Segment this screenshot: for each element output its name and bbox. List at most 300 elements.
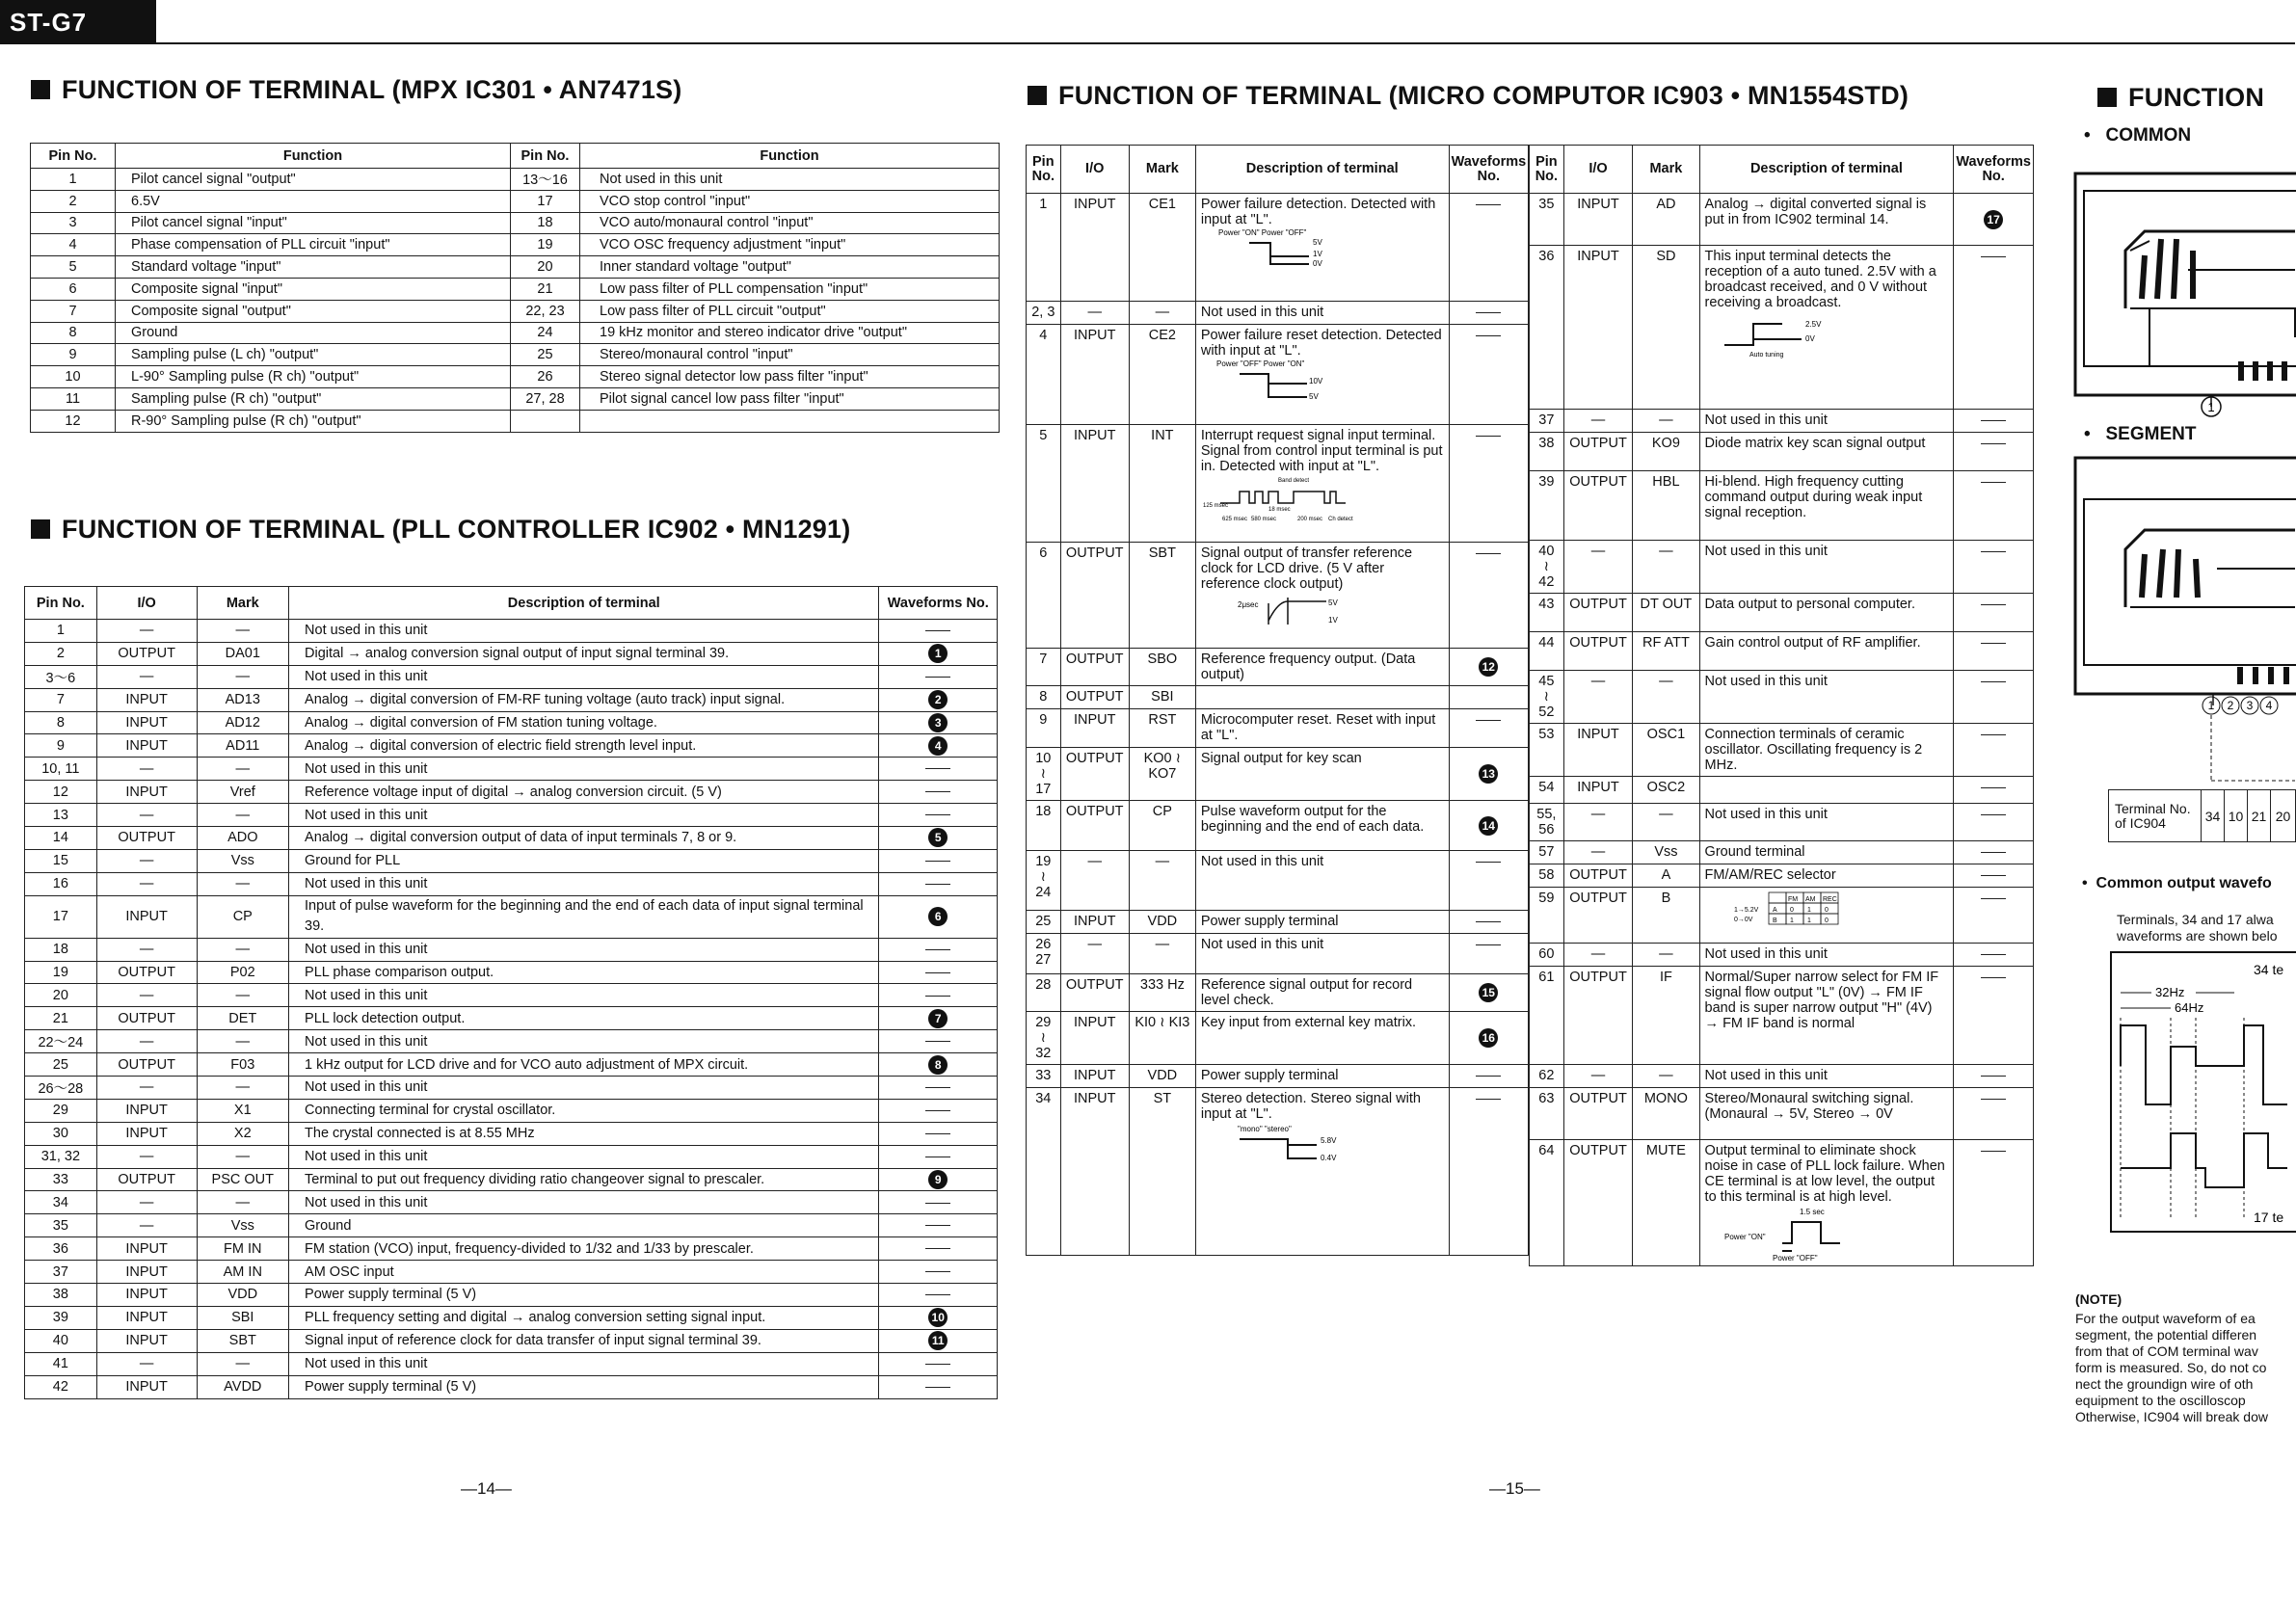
pll-cell: —: [96, 938, 197, 961]
micro-row: [1530, 1140, 2034, 1266]
micro-header-4: Waveforms No.: [1449, 146, 1528, 194]
micro-cell-text: CE2: [1148, 328, 1176, 343]
micro-row: [1530, 433, 2034, 471]
function-partial-title: FUNCTION: [2097, 83, 2264, 113]
micro-cell: [1060, 325, 1129, 425]
pll-cell: SBT: [197, 1329, 289, 1352]
micro-cell-text: IF: [1659, 970, 1672, 985]
micro-section-title: FUNCTION OF TERMINAL (MICRO COMPUTOR IC903 • MN1554STD): [1028, 81, 1909, 111]
waveform-dash: [1981, 482, 2006, 483]
micro-cell-text: OUTPUT: [1569, 474, 1627, 490]
micro-cell: [1633, 541, 1699, 594]
micro-cell-text: INPUT: [1073, 328, 1116, 343]
micro-row: [1530, 671, 2034, 724]
micro-cell-text: 39: [1538, 474, 1555, 490]
micro-row: [1027, 911, 1529, 934]
micro-cell: [1129, 934, 1195, 974]
pll-row: [25, 1375, 998, 1398]
pll-cell: Not used in this unit: [289, 1145, 879, 1168]
micro-cell-text: 38: [1538, 436, 1555, 451]
micro-row: [1027, 709, 1529, 748]
svg-text:1V: 1V: [1312, 250, 1322, 258]
micro-cell: [1633, 594, 1699, 632]
micro-header-2: Mark: [1129, 146, 1195, 194]
pll-waveform-cell: [879, 1145, 998, 1168]
micro-cell-text: 61: [1538, 970, 1555, 985]
micro-cell: [1530, 541, 1564, 594]
pll-waveform-cell: [879, 1099, 998, 1122]
micro-row: [1530, 194, 2034, 246]
pll-row: [25, 895, 998, 938]
micro-cell-text: —: [1155, 937, 1170, 952]
micro-cell: [1060, 974, 1129, 1012]
hz64-label: 64Hz: [2175, 1000, 2204, 1015]
pll-row: [25, 1329, 998, 1352]
micro-cell-text: OUTPUT: [1569, 635, 1627, 651]
pll-row: [25, 827, 998, 850]
wave-t17-label: 17 te: [2254, 1210, 2284, 1225]
micro-cell: [1633, 433, 1699, 471]
mpx-cell: Stereo signal detector low pass filter "input": [580, 366, 1000, 388]
waveform-dash: [1476, 553, 1501, 554]
micro-cell: [1530, 777, 1564, 804]
micro-cell-text: —: [1590, 844, 1606, 860]
micro-row: [1027, 934, 1529, 974]
svg-text:0V: 0V: [1312, 259, 1322, 268]
micro-cell-text: Hi-blend. High frequency cutting command output during weak input signal reception.: [1704, 474, 1923, 520]
waveform-dash: [1476, 436, 1501, 437]
waveform-dash: [1476, 204, 1501, 205]
micro-cell-text: Stereo/Monaural switching signal. (Monaural → 5V, Stereo → 0V: [1704, 1091, 1914, 1122]
micro-row: [1530, 841, 2034, 864]
pll-waveform-cell: [879, 642, 998, 665]
pll-section-title: FUNCTION OF TERMINAL (PLL CONTROLLER IC902 • MN1291): [31, 515, 850, 545]
micro-cell: [1195, 911, 1449, 934]
pll-row: [25, 961, 998, 984]
mpx-cell: VCO OSC frequency adjustment "input": [580, 234, 1000, 256]
mpx-cell: Ground: [116, 322, 511, 344]
pll-cell: Analog → digital conversion of FM-RF tuning voltage (auto track) input signal.: [289, 688, 879, 711]
pll-waveform-cell: [879, 1237, 998, 1261]
pll-cell: AD12: [197, 711, 289, 734]
waveform-dash: [1981, 734, 2006, 735]
micro-cell: [1699, 594, 1954, 632]
pll-cell: Ground: [289, 1214, 879, 1237]
pll-cell: Not used in this unit: [289, 872, 879, 895]
pll-cell: 25: [25, 1053, 97, 1077]
micro-cell-text: —: [1155, 305, 1170, 320]
micro-waveform-cell: [1954, 541, 2034, 594]
svg-text:Power "OFF" Power "ON": Power "OFF" Power "ON": [1215, 359, 1305, 368]
mpx-table: [30, 143, 1000, 433]
micro-waveform-cell: [1954, 777, 2034, 804]
pll-cell: 42: [25, 1375, 97, 1398]
pll-cell: Ground for PLL: [289, 849, 879, 872]
micro-waveform-cell: [1449, 974, 1528, 1012]
micro-waveform-cell: [1954, 724, 2034, 777]
micro-cell: [1027, 801, 1061, 851]
waveform-dash: [1981, 604, 2006, 605]
micro-waveform-cell: [1954, 944, 2034, 967]
micro-row: [1027, 801, 1529, 851]
mpx-header-3: Function: [580, 144, 1000, 169]
micro-cell-text: OUTPUT: [1065, 689, 1124, 705]
micro-row: [1027, 302, 1529, 325]
micro-cell-text: Vss: [1654, 844, 1678, 860]
mpx-cell: 3: [31, 212, 116, 234]
svg-text:1: 1: [1789, 917, 1794, 924]
micro-cell: [1633, 246, 1699, 410]
pll-header-4: Waveforms No.: [879, 587, 998, 620]
waveform-dash: [1981, 420, 2006, 421]
micro-cell: [1129, 801, 1195, 851]
micro-waveform-cell: [1449, 851, 1528, 911]
mpx-cell: Pilot cancel signal "output": [116, 169, 511, 191]
svg-text:200 msec: 200 msec: [1296, 517, 1322, 522]
mpx-cell: 25: [511, 344, 580, 366]
pll-row: [25, 1077, 998, 1100]
micro-cell-text: INPUT: [1577, 197, 1619, 212]
micro-cell: [1027, 709, 1061, 748]
micro-cell-text: Analog → digital converted signal is put in from IC902 terminal 14.: [1704, 197, 1927, 227]
micro-cell-text: 8: [1039, 689, 1048, 705]
micro-cell: [1699, 804, 1954, 841]
wave-t34-label: 34 te: [2254, 962, 2284, 977]
mpx-cell: Sampling pulse (R ch) "output": [116, 387, 511, 410]
pll-cell: —: [197, 1145, 289, 1168]
micro-cell: [1060, 194, 1129, 302]
micro-cell: [1195, 194, 1449, 302]
pll-cell: AVDD: [197, 1375, 289, 1398]
micro-cell-text: Data output to personal computer.: [1704, 597, 1915, 612]
pll-waveform-cell: [879, 688, 998, 711]
micro-cell: [1195, 686, 1449, 709]
pll-cell: —: [96, 1030, 197, 1053]
svg-text:AM: AM: [1804, 896, 1816, 903]
mpx-cell: Composite signal "output": [116, 300, 511, 322]
waveform-dash: [1981, 1076, 2006, 1077]
micro-cell: [1195, 1012, 1449, 1065]
waveform-badge: 16: [1479, 1028, 1498, 1048]
svg-text:580 msec: 580 msec: [1250, 517, 1276, 522]
micro-row: [1027, 325, 1529, 425]
micro-cell: [1195, 543, 1449, 649]
micro-cell: [1195, 325, 1449, 425]
micro-header-1: I/O: [1060, 146, 1129, 194]
note-line: nect the groundign wire of oth: [2075, 1376, 2254, 1392]
micro-cell: [1027, 302, 1061, 325]
micro-cell: [1027, 974, 1061, 1012]
pll-waveform-cell: [879, 665, 998, 688]
micro-cell-text: —: [1087, 937, 1102, 952]
micro-cell-text: INPUT: [1577, 249, 1619, 264]
pll-waveform-cell: [879, 827, 998, 850]
micro-cell: [1129, 425, 1195, 543]
waveform-dash: [1981, 443, 2006, 444]
mpx-row: [31, 300, 1000, 322]
micro-cell-text: 19 ≀ 24: [1035, 854, 1052, 900]
waveform-badge: 6: [928, 907, 948, 926]
micro-row: [1027, 1088, 1529, 1256]
micro-cell-text: A: [1661, 867, 1671, 883]
mpx-cell: Phase compensation of PLL circuit "input": [116, 234, 511, 256]
micro-cell-text: 34: [1035, 1091, 1052, 1106]
waveform-badge: 17: [1984, 210, 2003, 229]
svg-text:0: 0: [1789, 907, 1794, 914]
waveform-badge: 11: [928, 1331, 948, 1350]
svg-text:1: 1: [1806, 917, 1811, 924]
waveform-dash: [1981, 256, 2006, 257]
waveform-dash: [1981, 814, 2006, 815]
micro-cell: [1129, 709, 1195, 748]
micro-cell: [1699, 777, 1954, 804]
waveform-sketch-sd: [1705, 310, 1850, 360]
micro-cell: [1563, 777, 1633, 804]
micro-cell: [1060, 934, 1129, 974]
pll-cell: INPUT: [96, 1329, 197, 1352]
micro-cell-text: Signal output of transfer reference clock for LCD drive. (5 V after reference clock output): [1200, 545, 1413, 592]
pll-cell: Analog → digital conversion output of data of input terminals 7, 8 or 9.: [289, 827, 879, 850]
micro-waveform-cell: [1954, 804, 2034, 841]
micro-cell: [1699, 841, 1954, 864]
micro-cell: [1530, 410, 1564, 433]
pll-cell: Connecting terminal for crystal oscillator.: [289, 1099, 879, 1122]
micro-cell-text: 62: [1538, 1068, 1555, 1083]
pll-cell: Terminal to put out frequency dividing ratio changeover signal to prescaler.: [289, 1168, 879, 1191]
micro-cell: [1129, 974, 1195, 1012]
micro-cell: [1027, 934, 1061, 974]
svg-text:B: B: [1772, 917, 1777, 924]
micro-cell-text: Normal/Super narrow select for FM IF signal flow output "L" (0V) → FM IF band is super narrow output "H" (4V) → FM IF band is normal: [1704, 970, 1939, 1031]
pll-row: [25, 711, 998, 734]
pll-cell: 30: [25, 1122, 97, 1145]
micro-header-0: Pin No.: [1027, 146, 1061, 194]
micro-cell: [1027, 649, 1061, 686]
micro-cell: [1633, 724, 1699, 777]
mpx-cell: Inner standard voltage "output": [580, 256, 1000, 279]
micro-cell: [1699, 433, 1954, 471]
micro-row: [1027, 686, 1529, 709]
waveform-dash: [1981, 898, 2006, 899]
micro-cell-text: 5: [1039, 428, 1048, 443]
waveform-sketch-sel: [1705, 891, 1850, 929]
micro-cell: [1563, 804, 1633, 841]
pll-cell: Analog → digital conversion of electric field strength level input.: [289, 734, 879, 758]
waveform-sketch-mute: [1705, 1205, 1850, 1263]
micro-cell-text: 10 ≀ 17: [1035, 751, 1052, 797]
micro-waveform-cell: [1954, 841, 2034, 864]
mpx-cell: 26: [511, 366, 580, 388]
pll-cell: F03: [197, 1053, 289, 1077]
svg-text:0.4V: 0.4V: [1320, 1154, 1337, 1162]
waveform-dash: [925, 1110, 950, 1111]
mpx-cell: VCO stop control "input": [580, 190, 1000, 212]
svg-text:Power "OFF": Power "OFF": [1772, 1254, 1818, 1263]
mpx-cell: Low pass filter of PLL circuit "output": [580, 300, 1000, 322]
micro-cell-text: RST: [1148, 712, 1177, 728]
micro-row: [1530, 1065, 2034, 1088]
mpx-cell: Stereo/monaural control "input": [580, 344, 1000, 366]
micro-cell-text: 7: [1039, 651, 1048, 667]
micro-cell-text: AD: [1656, 197, 1676, 212]
micro-cell-text: Not used in this unit: [1704, 412, 1828, 428]
waveform-dash: [1981, 977, 2006, 978]
pll-cell: —: [197, 1191, 289, 1214]
micro-cell: [1027, 325, 1061, 425]
micro-cell: [1530, 864, 1564, 888]
micro-cell: [1563, 967, 1633, 1065]
micro-cell: [1530, 594, 1564, 632]
mpx-cell: 19: [511, 234, 580, 256]
micro-cell: [1129, 851, 1195, 911]
pll-cell: —: [197, 804, 289, 827]
micro-cell-text: —: [1659, 412, 1673, 428]
micro-cell-text: 37: [1538, 412, 1555, 428]
segment-circle-4: 4: [2265, 699, 2273, 712]
micro-cell: [1699, 888, 1954, 944]
waveform-badge: 8: [928, 1055, 948, 1075]
pll-cell: 12: [25, 781, 97, 804]
pll-cell: The crystal connected is at 8.55 MHz: [289, 1122, 879, 1145]
micro-cell: [1530, 888, 1564, 944]
pll-cell: Not used in this unit: [289, 1077, 879, 1100]
pll-cell: 19: [25, 961, 97, 984]
terminal-val-3: 21: [2248, 790, 2271, 842]
pll-cell: 1: [25, 620, 97, 643]
micro-cell: [1129, 748, 1195, 801]
waveform-dash: [1476, 944, 1501, 945]
mpx-cell: R-90° Sampling pulse (R ch) "output": [116, 410, 511, 432]
pll-waveform-cell: [879, 1306, 998, 1329]
pll-cell: Reference voltage input of digital → analog conversion circuit. (5 V): [289, 781, 879, 804]
common-output-desc: Terminals, 34 and 17 alwa waveforms are shown belo: [2117, 912, 2278, 944]
note-line: segment, the potential differen: [2075, 1327, 2257, 1343]
mpx-cell: 8: [31, 322, 116, 344]
micro-header-2: Mark: [1633, 146, 1699, 194]
waveform-sketch-st: [1201, 1122, 1346, 1172]
micro-table-right: [1529, 145, 2034, 1266]
segment-circle-1: 1: [2207, 699, 2215, 712]
micro-cell-text: CP: [1152, 804, 1172, 819]
note-line: from that of COM terminal wav: [2075, 1343, 2258, 1359]
micro-cell-text: Microcomputer reset. Reset with input at "L".: [1200, 712, 1436, 743]
mpx-cell: 5: [31, 256, 116, 279]
micro-row: [1530, 632, 2034, 671]
micro-cell-text: 4: [1039, 328, 1048, 343]
svg-text:5V: 5V: [1312, 238, 1322, 247]
micro-waveform-cell: [1449, 194, 1528, 302]
common-output-waveform: [2109, 950, 2295, 1239]
micro-cell-text: INPUT: [1577, 727, 1619, 742]
mpx-row: [31, 169, 1000, 191]
micro-cell: [1563, 1140, 1633, 1266]
micro-cell-text: INPUT: [1073, 428, 1116, 443]
svg-text:5.8V: 5.8V: [1320, 1136, 1337, 1145]
micro-cell-text: INPUT: [1577, 780, 1619, 795]
pll-waveform-cell: [879, 734, 998, 758]
micro-cell-text: SBI: [1151, 689, 1174, 705]
pll-cell: —: [96, 1214, 197, 1237]
pll-cell: —: [96, 849, 197, 872]
micro-cell-text: INPUT: [1073, 1015, 1116, 1030]
micro-row: [1530, 410, 2034, 433]
micro-cell-text: OUTPUT: [1065, 804, 1124, 819]
micro-cell: [1530, 967, 1564, 1065]
micro-cell: [1699, 632, 1954, 671]
micro-waveform-cell: [1954, 433, 2034, 471]
micro-cell: [1060, 686, 1129, 709]
micro-waveform-cell: [1449, 325, 1528, 425]
waveform-badge: 2: [928, 690, 948, 709]
pll-header-0: Pin No.: [25, 587, 97, 620]
waveform-dash: [925, 1294, 950, 1295]
waveform-dash: [1476, 720, 1501, 721]
mpx-row: [31, 344, 1000, 366]
micro-cell-text: Gain control output of RF amplifier.: [1704, 635, 1921, 651]
pll-cell: OUTPUT: [96, 642, 197, 665]
micro-waveform-cell: [1954, 1088, 2034, 1140]
pll-cell: Not used in this unit: [289, 1191, 879, 1214]
pll-waveform-cell: [879, 1375, 998, 1398]
micro-cell-text: INPUT: [1073, 197, 1116, 212]
common-circle-label: 1: [2207, 400, 2215, 414]
micro-cell-text: Diode matrix key scan signal output: [1704, 436, 1926, 451]
svg-text:FM: FM: [1787, 896, 1798, 903]
micro-row: [1530, 724, 2034, 777]
pll-cell: OUTPUT: [96, 1053, 197, 1077]
pll-cell: 29: [25, 1099, 97, 1122]
mpx-row: [31, 366, 1000, 388]
micro-waveform-cell: [1449, 709, 1528, 748]
note-title: (NOTE): [2075, 1291, 2122, 1307]
micro-cell-text: OUTPUT: [1569, 891, 1627, 906]
micro-cell-text: 44: [1538, 635, 1555, 651]
pll-cell: Vss: [197, 849, 289, 872]
micro-row: [1027, 425, 1529, 543]
pll-cell: OUTPUT: [96, 1007, 197, 1030]
micro-header-3: Description of terminal: [1195, 146, 1449, 194]
micro-cell-text: —: [1087, 854, 1102, 869]
segment-circle-3: 3: [2246, 699, 2254, 712]
pll-cell: Not used in this unit: [289, 1030, 879, 1053]
micro-waveform-cell: [1449, 1088, 1528, 1256]
pll-cell: —: [197, 872, 289, 895]
mpx-row: [31, 256, 1000, 279]
micro-cell: [1129, 1065, 1195, 1088]
svg-text:1V: 1V: [1327, 616, 1338, 625]
micro-cell-text: —: [1590, 544, 1606, 559]
micro-cell: [1195, 974, 1449, 1012]
waveform-dash: [1476, 1076, 1501, 1077]
waveform-dash: [1476, 921, 1501, 922]
mpx-cell: 6.5V: [116, 190, 511, 212]
mpx-row: [31, 387, 1000, 410]
pll-waveform-cell: [879, 961, 998, 984]
micro-cell-text: Power supply terminal: [1200, 914, 1339, 929]
pll-row: [25, 1145, 998, 1168]
micro-cell-text: —: [1590, 412, 1606, 428]
waveform-dash: [1981, 551, 2006, 552]
waveform-dash: [1476, 312, 1501, 313]
micro-cell-text: Power failure reset detection. Detected with input at "L".: [1200, 328, 1442, 359]
micro-cell: [1530, 1065, 1564, 1088]
pll-cell: Not used in this unit: [289, 758, 879, 781]
pll-cell: SBI: [197, 1306, 289, 1329]
micro-cell: [1563, 433, 1633, 471]
micro-row: [1530, 967, 2034, 1065]
pll-cell: CP: [197, 895, 289, 938]
micro-cell-text: Pulse waveform output for the beginning and the end of each data.: [1200, 804, 1425, 835]
